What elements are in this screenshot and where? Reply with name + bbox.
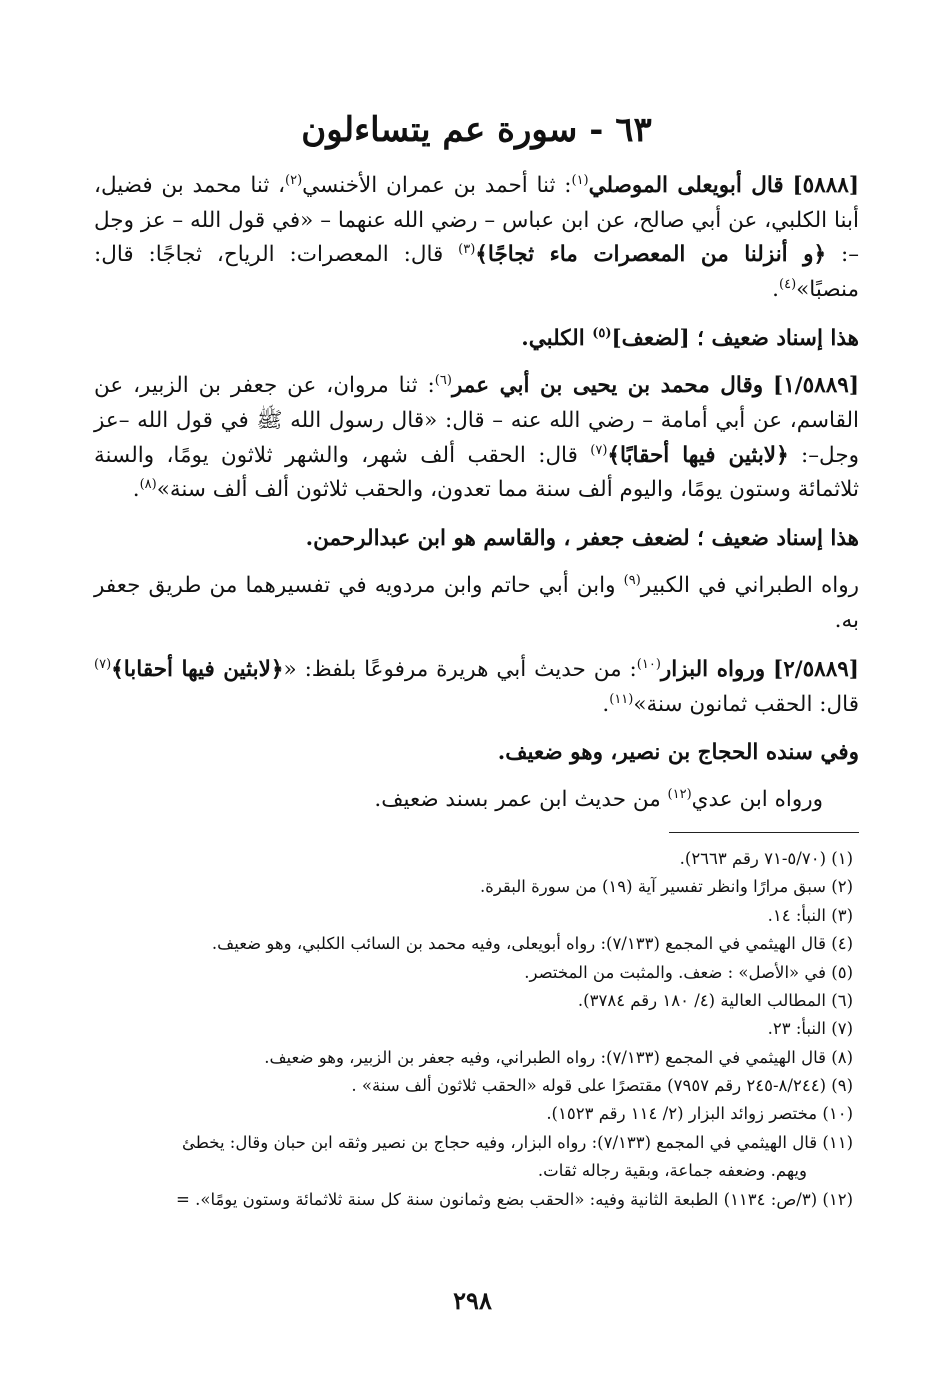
takhrij-text: من حديث ابن عمر بسند ضعيف. [374,787,668,813]
hadith-number: [٢/٥٨٨٩] [773,656,859,682]
footnote-ref[interactable]: (٤) [779,277,797,293]
takhrij-text: وابن أبي حاتم وابن مردويه في تفسيرهما من طريق جعفر به. [94,573,859,633]
quran-verse: ﴿و أنزلنا من المعصرات ماء ثجاجًا﴾ [475,242,827,268]
quran-verse: ﴿لابثين فيها أحقابًا﴾ [607,442,789,468]
footnote-5: (٥) في «الأصل» : ضعف. والمثبت من المختصر. [524,962,853,982]
takhrij-text: رواه الطبراني في الكبير [640,573,859,599]
footnote-12: (١٢) (٣/ص: ١١٣٤) الطبعة الثانية وفيه: «الحقب بضع وثمانون سنة كل سنة ثلاثمائة وستون يومًا». = [176,1189,853,1209]
grading-5889-2: وفي سنده الحجاج بن نصير، وهو ضعيف. [497,740,859,766]
footnote-9: (٩) (٨/٢٤٤-٢٤٥ رقم ٧٩٥٧) مقتصرًا على قوله «الحقب ثلاثون ألف سنة» . [351,1076,853,1096]
hadith-number: [٥٨٨٨] [792,172,860,198]
footnote-ref[interactable]: (٢) [285,172,303,188]
footnotes [94,845,859,1214]
isnad-text: : من حديث أبي هريرة مرفوعًا بلفظ: « [283,656,637,682]
takhrij-ibn-adi [94,783,859,818]
footnote-1: (١) (٥/٧٠-٧١ رقم ٢٦٦٣). [679,849,853,869]
punctuation: . [772,277,780,303]
hadith-5888 [94,169,859,308]
footnote-ref[interactable]: (٩) [623,572,641,588]
page-number: ٢٩٨ [453,1286,492,1315]
footnote-6: (٦) المطالب العالية (٤/ ١٨٠ رقم ٣٧٨٤). [577,990,853,1010]
hadith-number: [١/٥٨٨٩] [773,372,859,398]
footnote-11: (١١) قال الهيثمي في المجمع (٧/١٣٣): رواه البزار، وفيه حجاج بن نصير وثقه ابن حبان وقال: يخطئ [182,1132,853,1152]
footnote-2: (٢) سبق مرارًا وانظر تفسير آية (١٩) من سورة البقرة. [479,877,853,897]
takhrij-text: ورواه ابن عدي [691,787,823,813]
hadith-text: قال: الحقب ثمانون سنة» [633,691,859,717]
quran-verse: ﴿لابثين فيها أحقابا﴾ [111,656,284,682]
grading-5888 [94,322,859,357]
footnote-ref[interactable]: (١١) [609,691,634,707]
footnote-ref[interactable]: (٣) [458,242,476,258]
isnad-text: : ثنا أحمد بن عمران الأخنسي [302,172,572,198]
hadith-text: قال: المعصرات: الرياح، ثجاجًا: قال: منصبًا» [94,242,859,303]
surah-title: ٦٣ - سورة عم يتساءلون [301,110,652,150]
takhrij-5889 [94,569,859,639]
footnote-ref[interactable]: (٦) [434,372,452,388]
narrator-heading: ورواه البزار [660,656,766,682]
hadith-5889-1 [94,369,859,508]
footnote-11-continued: ويهم. وضعفه جماعة، وبقية رجاله ثقات. [537,1161,807,1181]
punctuation: . [602,691,610,717]
grading-text: هذا إسناد ضعيف ؛ [لضعف] [611,326,859,352]
footnote-4: (٤) قال الهيثمي في المجمع (٧/١٣٣): رواه أبويعلى، وفيه محمد بن السائب الكلبي، وهو ضعيف. [211,934,853,954]
footnote-divider [669,832,859,833]
footnote-8: (٨) قال الهيثمي في المجمع (٧/١٣٣): رواه الطبراني، وفيه جعفر بن الزبير، وهو ضعيف. [264,1047,853,1067]
footnote-7: (٧) النبأ: ٢٣. [767,1019,853,1039]
footnote-ref[interactable]: (٧) [94,656,112,672]
footnote-ref[interactable]: (١٠) [636,656,661,672]
hadith-5889-2 [94,653,859,723]
grading-5889: هذا إسناد ضعيف ؛ لضعف جعفر ، والقاسم هو ابن عبدالرحمن. [305,526,859,552]
narrator-heading: قال أبويعلى الموصلي [588,172,784,198]
footnote-10: (١٠) مختصر زوائد البزار (٢/ ١١٤ رقم ١٥٢٣). [546,1104,853,1124]
footnote-ref[interactable]: (٥) [592,325,612,341]
hadith-text: قال: الحقب ألف شهر، والشهر ثلاثون يومًا، والسنة ثلاثمائة وستون يومًا، واليوم ألف سنة مما تعدون، والحقب ثلاثون ألف ألف سنة» [94,442,859,503]
main-text [94,169,859,818]
punctuation: . [132,477,140,503]
footnote-ref[interactable]: (١٢) [667,787,692,803]
footnote-ref[interactable]: (٧) [590,442,608,458]
footnote-ref[interactable]: (٨) [139,477,157,493]
isnad-text: : ثنا مروان، عن جعفر بن الزبير، عن القاسم، عن أبي أمامة – رضي الله عنه – قال: «قال رسول الله ﷺ في قول الله –عز وجل–: [94,372,859,468]
footnote-ref[interactable]: (١) [571,172,589,188]
grading-text: الكلبي. [521,326,593,352]
narrator-heading: وقال محمد بن يحيى بن أبي عمر [451,372,764,398]
footnote-3: (٣) النبأ: ١٤. [767,905,853,925]
isnad-text: ، ثنا محمد بن فضيل، أبنا الكلبي، عن أبي صالح، عن ابن عباس – رضي الله عنهما – «في قول الله – عز وجل –: [94,172,859,268]
